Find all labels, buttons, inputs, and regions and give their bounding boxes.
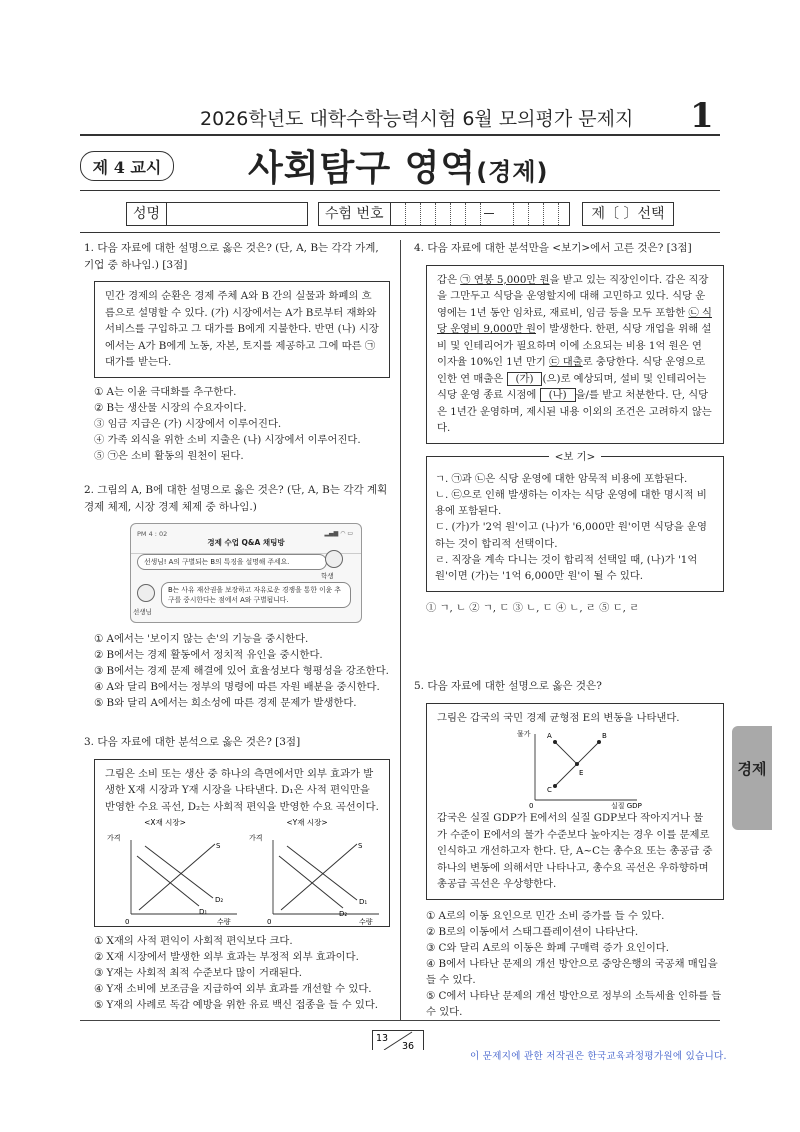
q4-text-4: 로 충당한다. 식당 운영으로 인한 연 매출은 [437, 356, 706, 385]
y-axis-x-label: 수량 [359, 917, 373, 926]
exam-number-label: 수험 번호 [319, 203, 391, 225]
page-number: 1 [690, 96, 714, 136]
subject-sub: (경제) [476, 158, 549, 186]
page-counter [372, 1030, 424, 1050]
y-label-d1: D₁ [359, 897, 368, 906]
q5-axis-y: 물가 [517, 730, 531, 738]
q4-text-6: 을/를 받고 처분한다. 단, 식당은 1년간 운영하며, 제시된 내용 이외의 조건은 고려하지 않는다. [437, 389, 712, 434]
label-b: B [602, 732, 607, 740]
q5-box-top: 그림은 갑국의 국민 경제 균형점 E의 변동을 나타낸다. [437, 711, 680, 724]
x-supply-curve [139, 844, 215, 910]
subject-side-tab: 경제 [732, 726, 772, 830]
question-1 [84, 240, 390, 464]
exam-number-box[interactable] [318, 202, 570, 226]
x-label-d2: D₂ [215, 895, 224, 904]
q3-option-2[interactable]: ② X재 시장에서 발생한 외부 효과는 부정적 외부 효과이다. [94, 950, 359, 963]
q4-bogi-box [426, 450, 724, 592]
bogi-title: <보 기> [549, 451, 601, 463]
q4-options[interactable]: ① ㄱ, ㄴ ② ㄱ, ㄷ ③ ㄴ, ㄷ ④ ㄴ, ㄹ ⑤ ㄷ, ㄹ [426, 601, 640, 614]
y-origin: 0 [267, 917, 272, 926]
arrow-to-a [555, 742, 577, 764]
status-icons: ▂▄▆ ◠ ▭ [324, 530, 353, 537]
q2-option-3[interactable]: ③ B에서는 경제 문제 해결에 있어 효율성보다 형평성을 강조한다. [94, 665, 389, 677]
x-label-d1: D₁ [199, 907, 208, 916]
choice-box[interactable]: 제〔 〕선택 [582, 202, 674, 226]
q5-stem: 5. 다음 자료에 대한 설명으로 옳은 것은? [414, 680, 602, 692]
q3-stem: 3. 다음 자료에 대한 분석으로 옳은 것은? [3점] [84, 736, 301, 748]
y-label-d2: D₂ [339, 909, 348, 918]
q3-option-1[interactable]: ① X재의 사적 편익이 사회적 편익보다 크다. [94, 934, 293, 947]
x-axis-x-label: 수량 [217, 917, 231, 926]
exam-number-dash [484, 213, 494, 214]
x-market-title: <X재 시장> [144, 817, 186, 827]
point-c [553, 784, 557, 788]
q3-option-4[interactable]: ④ Y재 소비에 보조금을 지급하여 외부 효과를 개선할 수 있다. [94, 982, 372, 995]
q1-box: 민간 경제의 순환은 경제 주체 A와 B 간의 실물과 화폐의 흐름으로 설명할 수 있다. (가) 시장에서는 A가 B로부터 재화와 서비스를 구입하고 그 대가를 B에게 지불한다. 반면 (나) 시장에서는 A가 B에게 노동, 자본, 토지를 제공하고 그에 따른 ㉠ 대가를 받는다. [94, 281, 390, 378]
q2-option-5[interactable]: ⑤ B와 달리 A에서는 희소성에 따른 경제 문제가 발생한다. [94, 697, 357, 709]
copyright-notice: 이 문제지에 관한 저작권은 한국교육과정평가원에 있습니다. [470, 1051, 727, 1062]
q4-underline-1: ㉠ 연봉 5,000만 원 [460, 273, 550, 286]
q5-axis-x: 실질 GDP [611, 802, 642, 810]
point-e [575, 762, 579, 766]
header-rule [80, 134, 720, 136]
student-avatar [325, 550, 343, 568]
q1-option-1[interactable]: ① A는 이윤 극대화를 추구한다. [94, 385, 237, 398]
chat-phone [130, 523, 362, 623]
question-2 [84, 482, 390, 711]
y-axis-y-label: 가격 [249, 833, 263, 842]
x-origin: 0 [125, 917, 130, 926]
q3-option-3[interactable]: ③ Y재는 사회적 최적 수준보다 많이 거래된다. [94, 966, 303, 979]
q3-box-text: 그림은 소비 또는 생산 중 하나의 측면에서만 외부 효과가 발생한 X재 시장과 Y재 시장을 나타낸다. D₁은 사적 편익만을 반영한 수요 곡선, D₂는 사회적 편익을 반영한 수요 곡선이다. [105, 767, 379, 813]
label-c: C [547, 786, 552, 794]
q1-options [94, 384, 390, 464]
q4-text-1: 갑은 [437, 273, 461, 286]
column-divider [400, 240, 401, 1020]
exam-number-cells-1 [391, 203, 481, 225]
y-market-title: <Y재 시장> [286, 817, 328, 827]
teacher-label: 선생님 [133, 608, 152, 616]
q5-option-2[interactable]: ② B로의 이동에서 스태그플레이션이 나타난다. [426, 925, 639, 938]
q5-origin: 0 [529, 802, 534, 810]
bogi-item-4: ㄹ. 직장을 계속 다니는 것이 합리적 선택일 때, (나)가 '1억 원'이면 (가)는 '1억 6,000만 원'이 될 수 있다. [435, 553, 698, 583]
q2-stem: 2. 그림의 A, B에 대한 설명으로 옳은 것은? (단, A, B는 각각 계획 경제 체제, 시장 경제 체제 중 하나임.) [84, 484, 388, 513]
label-e: E [579, 769, 584, 777]
bogi-item-3: ㄷ. (가)가 '2억 원'이고 (나)가 '6,000만 원'이면 식당을 운영하는 것이 합리적 선택이다. [435, 521, 707, 550]
q5-box-bottom: 갑국은 실질 GDP가 E에서의 실질 GDP보다 작아지거나 물가 수준이 E에서의 물가 수준보다 높아지는 경우 이를 문제로 인식하고 개선하고자 한다. 단, A~C는 총수요 또는 총공급 중 하나의 변동에 의해서만 나타나고, 총수요 곡선은 우하향하며 총공급 곡선은 우상향한다. [437, 812, 713, 890]
bogi-item-1: ㄱ. ㉠과 ㉡은 식당 운영에 대한 암묵적 비용에 포함된다. [435, 472, 688, 485]
point-b [597, 740, 601, 744]
y-supply-curve [281, 844, 357, 910]
q3-box [94, 759, 390, 927]
teacher-message: B는 사유 재산권을 보장하고 자유로운 경쟁을 통한 이윤 추구를 중시한다는 점에서 A와 구별됩니다. [161, 582, 351, 608]
q4-text-5: (으)로 예상되며, 설비 및 인테리어는 식당 운영 종료 시점에 [437, 372, 707, 401]
teacher-avatar [137, 584, 155, 602]
q4-text-2: 을 받고 있는 직장인이다. 갑은 직장을 그만두고 식당을 운영할지에 대해 고민하고 있다. 식당 운영에는 1년 동안 임차료, 재료비, 임금 등을 모두 포함한 [437, 273, 709, 319]
footer-rule [80, 1020, 720, 1021]
q4-underline-3: ㉢ 대출 [549, 356, 583, 368]
point-a [553, 740, 557, 744]
y-d1-curve [287, 846, 357, 900]
x-label-s: S [216, 841, 221, 850]
page-total: 36 [402, 1041, 415, 1050]
x-axis-y-label: 가격 [107, 833, 121, 842]
q2-option-2[interactable]: ② B에서는 경제 활동에서 정치적 유인을 중시한다. [94, 649, 323, 661]
student-message: 선생님! A의 구별되는 B의 특징을 설명해 주세요. [137, 554, 327, 570]
q3-option-5[interactable]: ⑤ Y재의 사례로 독감 예방을 위한 유료 백신 접종을 들 수 있다. [94, 998, 379, 1011]
phone-time: PM 4 : 02 [137, 530, 168, 538]
bogi-item-2: ㄴ. ㉢으로 인해 발생하는 이자는 식당 운영에 대한 명시적 비용에 포함된다. [435, 488, 707, 518]
q5-box [426, 703, 724, 900]
q3-graphs [103, 816, 379, 926]
q1-option-2[interactable]: ② B는 생산물 시장의 수요자이다. [94, 401, 247, 414]
q1-option-4[interactable]: ④ 가족 외식을 위한 소비 지출은 (나) 시장에서 이루어진다. [94, 433, 361, 446]
q2-option-1[interactable]: ① A에서는 '보이지 않는 손'의 기능을 중시한다. [94, 633, 309, 645]
q4-blank-ga: (가) [507, 372, 543, 386]
q4-underline-2: ㉡ 식당 운영비 9,000만 원 [437, 306, 712, 335]
q5-option-4[interactable]: ④ B에서 나타난 문제의 개선 방안으로 중앙은행의 국공채 매입을 들 수 있다. [426, 957, 718, 986]
q1-option-3[interactable]: ③ 임금 지급은 (가) 시장에서 이루어진다. [94, 417, 282, 430]
phone-title: 경제 수업 Q&A 채팅방 [131, 535, 361, 554]
question-4 [414, 240, 724, 616]
question-3 [84, 734, 390, 1013]
header-rule-2 [80, 190, 720, 191]
exam-number-cells-2 [499, 203, 559, 225]
q4-blank-na: (나) [540, 388, 576, 402]
name-box[interactable] [126, 202, 308, 226]
q1-option-5[interactable]: ⑤ ㉠은 소비 활동의 원천이 된다. [94, 449, 244, 462]
question-5 [414, 678, 724, 1020]
exam-title: 2026학년도 대학수학능력시험 6월 모의평가 문제지 [200, 108, 634, 130]
q5-option-5[interactable]: ⑤ C에서 나타난 문제의 개선 방안으로 정부의 소득세율 인하를 들 수 있다. [426, 989, 722, 1018]
page-current: 13 [376, 1033, 389, 1044]
q4-box [426, 265, 724, 444]
arrow-to-c [555, 764, 577, 786]
subject-title [248, 140, 549, 191]
student-label: 학생 [321, 572, 334, 580]
q4-text-3: 이 발생한다. 한편, 식당 개업을 위해 설비 및 인테리어가 필요하며 이에 소요되는 비용 1억 원은 연 이자율 10%인 1년 만기 [437, 323, 712, 368]
header-rule-3 [80, 232, 720, 233]
q5-option-1[interactable]: ① A로의 이동 요인으로 민간 소비 증가를 들 수 있다. [426, 909, 665, 922]
arrow-to-b [577, 742, 599, 764]
q3-options [94, 933, 390, 1013]
q2-options [94, 631, 390, 711]
q1-stem: 1. 다음 자료에 대한 설명으로 옳은 것은? (단, A, B는 각각 가계, 기업 중 하나임.) [3점] [84, 242, 379, 271]
q5-options [426, 908, 724, 1020]
name-label: 성명 [127, 203, 167, 225]
y-label-s: S [358, 841, 363, 850]
session-badge: 제 4 교시 [80, 151, 174, 181]
label-a: A [547, 732, 552, 740]
q2-option-4[interactable]: ④ A와 달리 B에서는 정부의 명령에 따른 자원 배분을 중시한다. [94, 681, 380, 693]
q5-option-3[interactable]: ③ C와 달리 A로의 이동은 화폐 구매력 증가 요인이다. [426, 941, 669, 954]
subject-name: 사회탐구 영역 [248, 148, 477, 189]
q4-stem: 4. 다음 자료에 대한 분석만을 <보기>에서 고른 것은? [3점] [414, 242, 692, 254]
q5-graph [437, 726, 715, 810]
